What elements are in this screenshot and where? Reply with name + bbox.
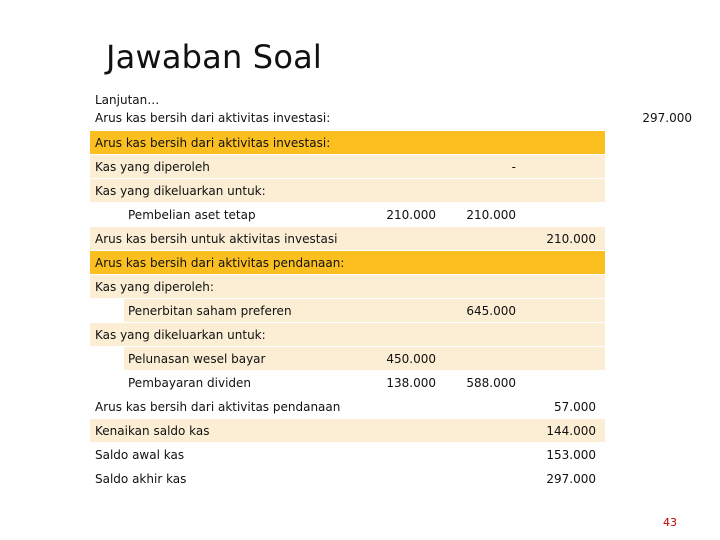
row-label: Saldo akhir kas xyxy=(95,472,187,486)
row-label: Arus kas bersih dari aktivitas investasi: xyxy=(95,136,331,150)
row-value-c1: 138.000 xyxy=(386,376,436,390)
table-row xyxy=(90,467,605,491)
table-row xyxy=(90,419,605,443)
row-label: Pelunasan wesel bayar xyxy=(128,352,266,366)
row-value-c3: 210.000 xyxy=(546,232,596,246)
row-label: Pembelian aset tetap xyxy=(128,208,256,222)
indent-cell xyxy=(90,299,124,322)
row-value-c1: 450.000 xyxy=(386,352,436,366)
row-label: Kas yang diperoleh xyxy=(95,160,210,174)
intro-investing-label: Arus kas bersih dari aktivitas investasi: xyxy=(95,111,331,125)
row-value-c3: 144.000 xyxy=(546,424,596,438)
table-row xyxy=(90,251,605,275)
row-label: Kas yang dikeluarkan untuk: xyxy=(95,328,266,342)
row-value-c3: 297.000 xyxy=(546,472,596,486)
row-label: Kas yang diperoleh: xyxy=(95,280,214,294)
table-row xyxy=(90,347,605,371)
row-label: Kenaikan saldo kas xyxy=(95,424,210,438)
row-label: Penerbitan saham preferen xyxy=(128,304,292,318)
table-row xyxy=(90,323,605,347)
slide-title: Jawaban Soal xyxy=(106,38,322,76)
table-row xyxy=(90,203,605,227)
table-row xyxy=(90,371,605,395)
table-row xyxy=(90,131,605,155)
table-row xyxy=(90,155,605,179)
table-row xyxy=(90,227,605,251)
row-label: Kas yang dikeluarkan untuk: xyxy=(95,184,266,198)
row-label: Arus kas bersih dari aktivitas pendanaan xyxy=(95,400,341,414)
table-row xyxy=(90,275,605,299)
row-value-c3: 57.000 xyxy=(554,400,596,414)
intro-block xyxy=(95,91,692,127)
row-value-c2: 210.000 xyxy=(466,208,516,222)
row-value-c3: 153.000 xyxy=(546,448,596,462)
intro-investing-value: 297.000 xyxy=(642,111,692,125)
table-row xyxy=(90,299,605,323)
row-value-c2: 588.000 xyxy=(466,376,516,390)
table-row xyxy=(90,443,605,467)
indent-cell xyxy=(90,347,124,370)
row-value-c2: - xyxy=(511,160,516,174)
intro-continued-label: Lanjutan… xyxy=(95,93,160,107)
row-value-c1: 210.000 xyxy=(386,208,436,222)
cash-flow-table xyxy=(90,131,605,491)
row-label: Arus kas bersih dari aktivitas pendanaan: xyxy=(95,256,345,270)
page-number: 43 xyxy=(663,516,677,529)
row-divider xyxy=(90,490,605,491)
row-label: Saldo awal kas xyxy=(95,448,185,462)
row-label: Pembayaran dividen xyxy=(128,376,252,390)
row-value-c2: 645.000 xyxy=(466,304,516,318)
table-row xyxy=(90,179,605,203)
row-label: Arus kas bersih untuk aktivitas investasi xyxy=(95,232,338,246)
table-row xyxy=(90,395,605,419)
